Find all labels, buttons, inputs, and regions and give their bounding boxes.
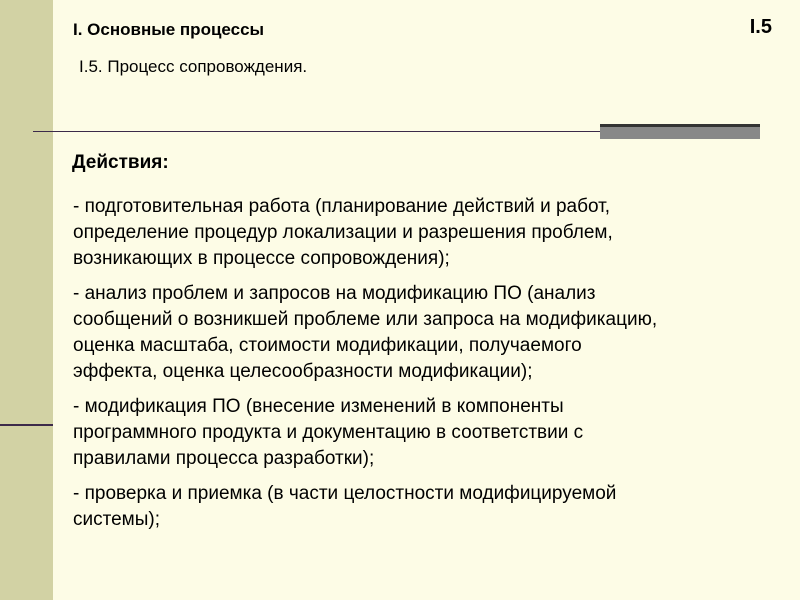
list-item-line: оценка масштаба, стоимости модификации, получаемого xyxy=(73,335,582,356)
list-item xyxy=(73,481,773,533)
actions-list xyxy=(73,194,773,542)
list-item xyxy=(73,281,773,385)
list-item-line: - подготовительная работа (планирование действий и работ, xyxy=(73,196,611,217)
list-item-line: системы); xyxy=(73,509,160,530)
header-divider-line xyxy=(33,131,600,132)
list-item-line: возникающих в процессе сопровождения); xyxy=(73,248,450,269)
list-item-line: - анализ проблем и запросов на модификацию ПО (анализ xyxy=(73,283,596,304)
list-item-line: определение процедур локализации и разрешения проблем, xyxy=(73,222,613,243)
section-title: I. Основные процессы xyxy=(73,20,265,39)
header-divider-bar xyxy=(600,124,760,139)
list-item-line: - проверка и приемка (в части целостности модифицируемой xyxy=(73,483,617,504)
list-item-line: правилами процесса разработки); xyxy=(73,448,375,469)
list-item-line: программного продукта и документацию в соответствии с xyxy=(73,422,584,443)
slide-subtitle: I.5. Процесс сопровождения. xyxy=(79,57,308,76)
list-item xyxy=(73,394,773,472)
list-item xyxy=(73,194,773,272)
slide-number: I.5 xyxy=(749,16,772,38)
left-sidebar-bar xyxy=(0,0,53,600)
sidebar-divider xyxy=(0,424,53,426)
list-item-line: эффекта, оценка целесообразности модификации); xyxy=(73,361,533,382)
list-item-line: - модификация ПО (внесение изменений в компоненты xyxy=(73,396,564,417)
list-item-line: сообщений о возникшей проблеме или запроса на модификацию, xyxy=(73,309,658,330)
actions-heading: Действия: xyxy=(72,152,169,173)
